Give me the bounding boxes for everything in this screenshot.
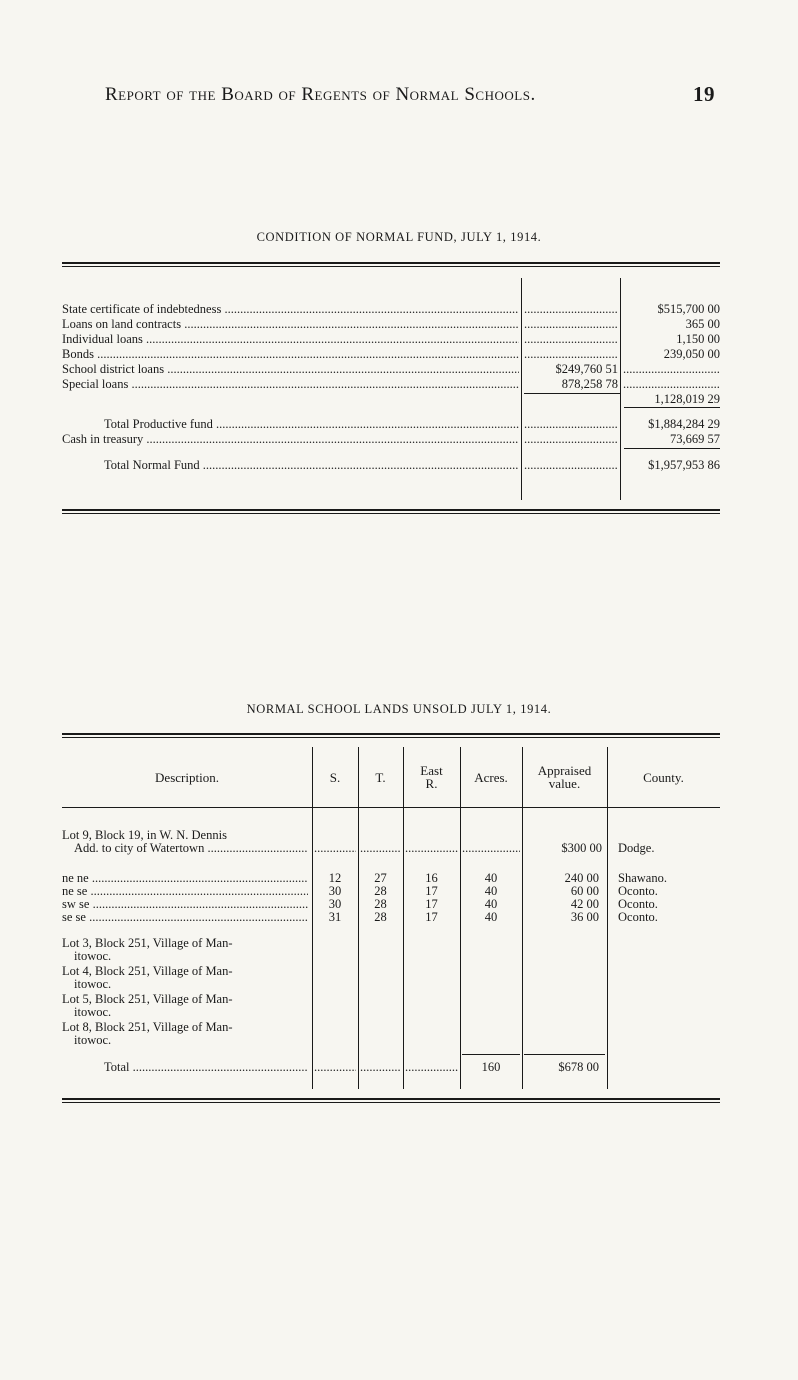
row-value: 60 00	[570, 884, 599, 898]
lands-bottom-rule	[62, 1098, 720, 1103]
fund-row-col1	[524, 458, 618, 473]
fund-row-label: State certificate of indebtedness .....	[62, 302, 519, 317]
table-row	[62, 910, 720, 924]
header-section: S.	[329, 769, 341, 785]
fund-row-col2: $1,884,284 29	[648, 417, 720, 431]
fund-row-col1: $249,760 51	[555, 362, 618, 376]
table-row	[62, 992, 720, 1006]
row-value: 240 00	[564, 871, 599, 885]
total-rule	[462, 1054, 520, 1055]
row-township: 28	[374, 897, 387, 911]
table-row	[62, 936, 720, 950]
row-county: Oconto.	[618, 884, 658, 898]
lands-table	[62, 733, 720, 1103]
header-rule	[62, 807, 720, 808]
fund-row	[62, 432, 720, 447]
fund-row	[62, 347, 720, 362]
row-description: ne se .....	[62, 884, 308, 898]
fund-row-col1	[524, 347, 618, 362]
fund-row-col2	[623, 377, 720, 392]
row-township: 28	[374, 910, 387, 924]
row-section: 31	[328, 910, 342, 924]
row-acres: 40	[484, 910, 498, 924]
table-row	[62, 871, 720, 885]
row-description: ne ne .....	[62, 871, 308, 885]
subtotal-rule	[624, 407, 720, 408]
total-label: Total .....	[62, 1060, 308, 1074]
table-row	[62, 949, 720, 963]
total-acres: 160	[481, 1060, 501, 1074]
row-range: 17	[425, 897, 438, 911]
row-township: 27	[374, 871, 387, 885]
fund-row-col1	[524, 332, 618, 347]
fund-row-label: Total Normal Fund .....	[62, 458, 519, 473]
fund-row-col1	[524, 302, 618, 317]
lands-table-title: NORMAL SCHOOL LANDS UNSOLD JULY 1, 1914.	[246, 702, 552, 716]
total-range	[405, 1060, 458, 1074]
row-range: 17	[425, 884, 438, 898]
header-township: T.	[375, 769, 386, 785]
row-range: 16	[425, 871, 438, 885]
row-county: Oconto.	[618, 897, 658, 911]
fund-top-rule	[62, 262, 720, 267]
fund-row-label: Cash in treasury .....	[62, 432, 519, 447]
fund-row-col2	[623, 362, 720, 377]
fund-table	[62, 262, 720, 514]
table-row	[62, 828, 720, 842]
row-description-cont: itowoc.	[74, 1033, 112, 1047]
total-township	[360, 1060, 401, 1074]
row-description: Lot 8, Block 251, Village of Man-	[62, 1020, 233, 1034]
row-value: 42 00	[570, 897, 599, 911]
table-row	[62, 841, 720, 855]
row-description-cont: itowoc.	[74, 949, 112, 963]
report-title: Report of the Board of Regents of Normal Schools.	[105, 84, 536, 105]
total-rule	[524, 1054, 605, 1055]
fund-row-col2: 1,128,019 29	[654, 392, 720, 406]
fund-row-col2: 73,669 57	[670, 432, 720, 446]
total-rule	[624, 448, 720, 449]
header-appraised-value: Appraised value.	[537, 763, 592, 791]
row-description-cont: itowoc.	[74, 977, 112, 991]
fund-row-col1	[524, 432, 618, 447]
row-description-cont: itowoc.	[74, 1005, 112, 1019]
table-row	[62, 1020, 720, 1034]
fund-row-label: Bonds .....	[62, 347, 519, 362]
table-row	[62, 1033, 720, 1047]
row-range: 17	[425, 910, 438, 924]
row-county: Shawano.	[618, 871, 667, 885]
header-acres: Acres.	[474, 769, 508, 785]
fund-row-label: Total Productive fund .....	[62, 417, 519, 432]
fund-row-col1	[524, 417, 618, 432]
row-acres: 40	[484, 871, 498, 885]
total-section	[314, 1060, 356, 1074]
row-description: se se .....	[62, 910, 308, 924]
fund-row-label: School district loans .....	[62, 362, 519, 377]
fund-row-col1: 878,258 78	[561, 377, 618, 391]
row-acres: 40	[484, 884, 498, 898]
fund-row-col2: $1,957,953 86	[648, 458, 720, 472]
row-description: Lot 5, Block 251, Village of Man-	[62, 992, 233, 1006]
lands-top-rule	[62, 733, 720, 738]
fund-row-col1	[524, 317, 618, 332]
row-section	[314, 841, 356, 855]
fund-row-col2: 365 00	[685, 317, 720, 331]
page-number: 19	[693, 82, 715, 106]
fund-row	[62, 392, 720, 407]
fund-row-label: Individual loans .....	[62, 332, 519, 347]
header-county: County.	[643, 769, 684, 785]
row-township	[360, 841, 401, 855]
row-range	[405, 841, 458, 855]
fund-row-label: Special loans .....	[62, 377, 519, 392]
fund-row-col2: $515,700 00	[657, 302, 720, 316]
header-range: East R.	[420, 763, 443, 791]
fund-row	[62, 317, 720, 332]
row-section: 30	[328, 884, 342, 898]
row-county: Dodge.	[618, 841, 655, 855]
fund-row	[62, 332, 720, 347]
row-description: Lot 9, Block 19, in W. N. Dennis	[62, 828, 227, 842]
fund-row	[62, 302, 720, 317]
table-row	[62, 964, 720, 978]
table-row	[62, 897, 720, 911]
row-section: 12	[328, 871, 342, 885]
fund-row	[62, 458, 720, 473]
fund-row	[62, 362, 720, 377]
header-description: Description.	[155, 769, 219, 785]
row-section: 30	[328, 897, 342, 911]
running-header	[105, 84, 715, 106]
table-row	[62, 977, 720, 991]
row-description: sw se .....	[62, 897, 308, 911]
total-row	[62, 1060, 720, 1074]
fund-row	[62, 377, 720, 392]
row-description-cont: Add. to city of Watertown .....	[62, 841, 308, 855]
table-row	[62, 1005, 720, 1019]
row-acres: 40	[484, 897, 498, 911]
row-acres	[462, 841, 520, 855]
fund-row-col2: 239,050 00	[663, 347, 720, 361]
row-value: 36 00	[570, 910, 599, 924]
fund-table-title: CONDITION OF NORMAL FUND, JULY 1, 1914.	[256, 230, 542, 244]
row-county: Oconto.	[618, 910, 658, 924]
fund-row	[62, 417, 720, 432]
row-township: 28	[374, 884, 387, 898]
total-value: $678 00	[558, 1060, 599, 1074]
table-row	[62, 884, 720, 898]
row-value: $300 00	[561, 841, 602, 855]
row-description: Lot 4, Block 251, Village of Man-	[62, 964, 233, 978]
fund-bottom-rule	[62, 509, 720, 514]
fund-row-label: Loans on land contracts .....	[62, 317, 519, 332]
fund-row-col2: 1,150 00	[676, 332, 720, 346]
row-description: Lot 3, Block 251, Village of Man-	[62, 936, 233, 950]
